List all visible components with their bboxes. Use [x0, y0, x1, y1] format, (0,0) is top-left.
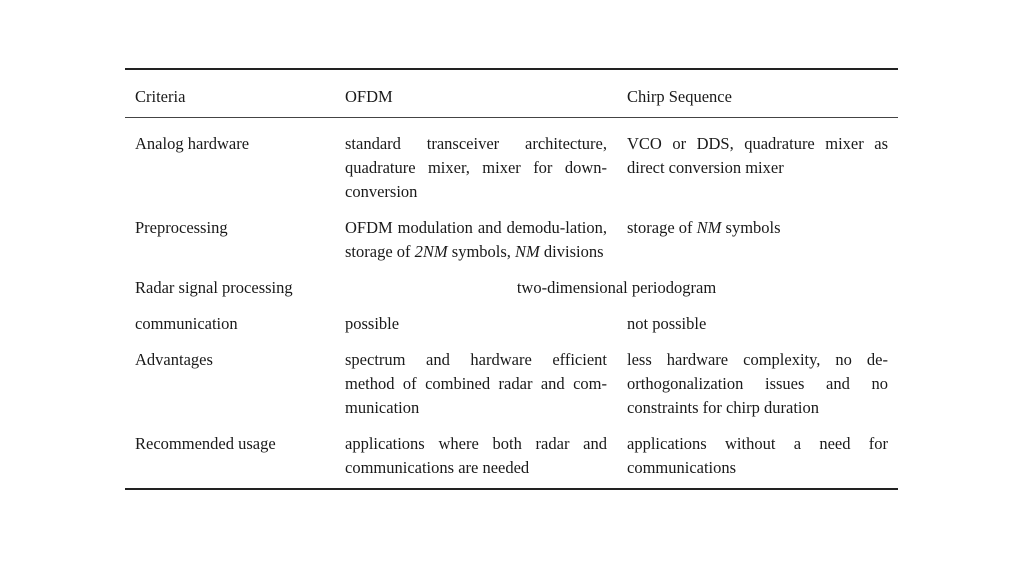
chirp-cell	[617, 216, 898, 276]
ofdm-cell: possible	[345, 314, 400, 333]
ofdm-cell	[335, 216, 617, 276]
ofdm-cell: applications where both radar and communications are needed	[345, 434, 607, 477]
chirp-cell: less hardware complexity, no de-orthogonalization issues and no constraints for chirp duration	[627, 350, 888, 417]
ofdm-text: divisions	[543, 242, 604, 261]
table-row-radar	[125, 276, 898, 312]
row-label: Radar signal processing	[135, 278, 293, 297]
table-row-usage	[125, 432, 898, 488]
row-label: Analog hardware	[135, 134, 250, 153]
row-label: Preprocessing	[135, 218, 228, 237]
ofdm-cell: spectrum and hardware efficient method of combined radar and com-munication	[345, 350, 607, 417]
table-body	[125, 70, 898, 488]
chirp-text: symbols	[725, 218, 781, 237]
header-row	[125, 70, 898, 117]
math-2nm: 2NM	[414, 242, 448, 261]
header-ofdm: OFDM	[345, 87, 393, 106]
header-chirp: Chirp Sequence	[627, 87, 732, 106]
math-nm: NM	[515, 242, 540, 261]
table-row-analog	[125, 118, 898, 216]
math-nm: NM	[696, 218, 722, 237]
ofdm-text: symbols,	[451, 242, 511, 261]
row-label: Advantages	[135, 350, 213, 369]
shared-cell: two-dimensional periodogram	[516, 278, 717, 297]
table-row-advantages	[125, 348, 898, 432]
comparison-table	[125, 68, 898, 490]
chirp-cell: applications without a need for communications	[627, 434, 888, 477]
bottom-rule	[125, 488, 898, 490]
table-row-communication	[125, 312, 898, 348]
header-criteria: Criteria	[135, 87, 186, 106]
table-row-preprocessing	[125, 216, 898, 276]
chirp-cell: VCO or DDS, quadrature mixer as direct conversion mixer	[627, 134, 888, 177]
row-label: Recommended usage	[135, 434, 276, 453]
ofdm-cell: standard transceiver architecture, quadrature mixer, mixer for down-conversion	[345, 134, 607, 201]
ofdm-text: OFDM modulation and demodu-lation, storage of	[345, 218, 607, 261]
chirp-text: storage of	[627, 218, 693, 237]
row-label: communication	[135, 314, 238, 333]
chirp-cell: not possible	[627, 314, 707, 333]
